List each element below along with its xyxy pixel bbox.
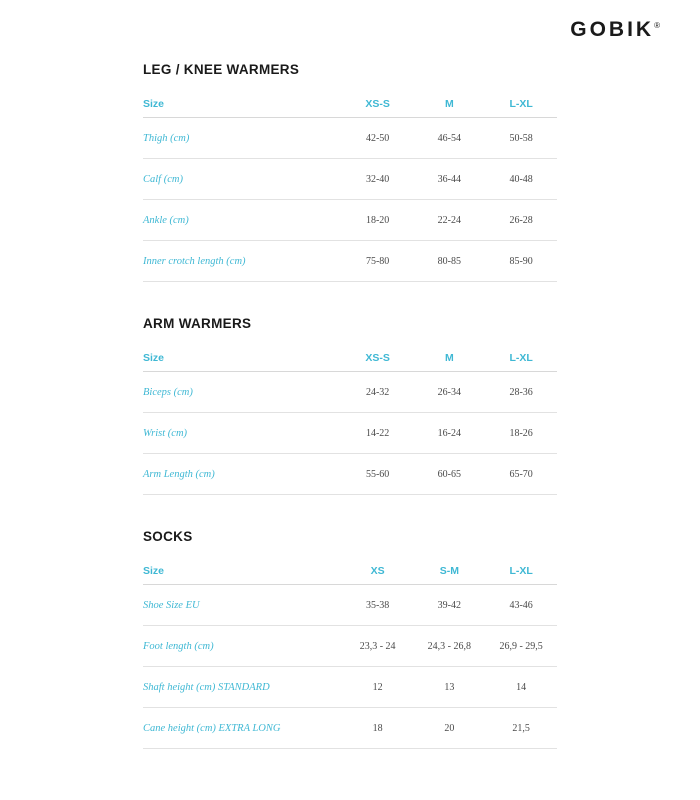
cell-value: 40-48 <box>485 159 557 200</box>
section-leg-knee-warmers <box>143 62 557 282</box>
cell-value: 35-38 <box>342 585 414 626</box>
table-header <box>143 345 557 372</box>
cell-value: 22-24 <box>413 200 485 241</box>
table-header-row <box>143 345 557 372</box>
table-header <box>143 91 557 118</box>
column-header-1: XS-S <box>342 345 414 372</box>
row-label: Ankle (cm) <box>143 200 342 241</box>
table-header-row <box>143 558 557 585</box>
column-header-1: XS <box>342 558 414 585</box>
cell-value: 24,3 - 26,8 <box>413 626 485 667</box>
cell-value: 12 <box>342 667 414 708</box>
cell-value: 21,5 <box>485 708 557 749</box>
cell-value: 13 <box>413 667 485 708</box>
column-header-size: Size <box>143 345 342 372</box>
cell-value: 23,3 - 24 <box>342 626 414 667</box>
table-row <box>143 200 557 241</box>
cell-value: 24-32 <box>342 372 414 413</box>
row-label: Arm Length (cm) <box>143 454 342 495</box>
table-header-row <box>143 91 557 118</box>
section-title: SOCKS <box>143 529 193 544</box>
column-header-3: L-XL <box>485 558 557 585</box>
section-socks <box>143 529 557 749</box>
section-title: LEG / KNEE WARMERS <box>143 62 300 77</box>
cell-value: 36-44 <box>413 159 485 200</box>
cell-value: 26-34 <box>413 372 485 413</box>
cell-value: 26,9 - 29,5 <box>485 626 557 667</box>
cell-value: 80-85 <box>413 241 485 282</box>
column-header-3: L-XL <box>485 91 557 118</box>
cell-value: 20 <box>413 708 485 749</box>
cell-value: 39-42 <box>413 585 485 626</box>
table-body <box>143 585 557 749</box>
row-label: Biceps (cm) <box>143 372 342 413</box>
table-row <box>143 667 557 708</box>
table-row <box>143 454 557 495</box>
trademark-symbol: ® <box>654 21 660 30</box>
cell-value: 85-90 <box>485 241 557 282</box>
cell-value: 55-60 <box>342 454 414 495</box>
cell-value: 14 <box>485 667 557 708</box>
table-row <box>143 118 557 159</box>
cell-value: 43-46 <box>485 585 557 626</box>
column-header-size: Size <box>143 558 342 585</box>
row-label: Inner crotch length (cm) <box>143 241 342 282</box>
cell-value: 65-70 <box>485 454 557 495</box>
column-header-size: Size <box>143 91 342 118</box>
table-row <box>143 708 557 749</box>
cell-value: 26-28 <box>485 200 557 241</box>
size-table <box>143 345 557 495</box>
table-header <box>143 558 557 585</box>
cell-value: 14-22 <box>342 413 414 454</box>
size-table <box>143 558 557 749</box>
section-arm-warmers <box>143 316 557 495</box>
table-row <box>143 626 557 667</box>
cell-value: 18-20 <box>342 200 414 241</box>
column-header-2: M <box>413 91 485 118</box>
table-row <box>143 372 557 413</box>
row-label: Shaft height (cm) STANDARD <box>143 667 342 708</box>
table-body <box>143 372 557 495</box>
brand-logo <box>570 18 660 42</box>
row-label: Foot length (cm) <box>143 626 342 667</box>
cell-value: 42-50 <box>342 118 414 159</box>
column-header-2: M <box>413 345 485 372</box>
row-label: Thigh (cm) <box>143 118 342 159</box>
size-table <box>143 91 557 282</box>
table-row <box>143 241 557 282</box>
table-body <box>143 118 557 282</box>
cell-value: 28-36 <box>485 372 557 413</box>
row-label: Calf (cm) <box>143 159 342 200</box>
section-title: ARM WARMERS <box>143 316 252 331</box>
cell-value: 46-54 <box>413 118 485 159</box>
size-tables-container <box>143 62 557 783</box>
row-label: Wrist (cm) <box>143 413 342 454</box>
table-row <box>143 159 557 200</box>
column-header-3: L-XL <box>485 345 557 372</box>
cell-value: 75-80 <box>342 241 414 282</box>
cell-value: 18-26 <box>485 413 557 454</box>
column-header-2: S-M <box>413 558 485 585</box>
cell-value: 18 <box>342 708 414 749</box>
column-header-1: XS-S <box>342 91 414 118</box>
cell-value: 50-58 <box>485 118 557 159</box>
row-label: Cane height (cm) EXTRA LONG <box>143 708 342 749</box>
row-label: Shoe Size EU <box>143 585 342 626</box>
cell-value: 32-40 <box>342 159 414 200</box>
table-row <box>143 585 557 626</box>
cell-value: 60-65 <box>413 454 485 495</box>
table-row <box>143 413 557 454</box>
cell-value: 16-24 <box>413 413 485 454</box>
brand-name: GOBIK <box>570 18 655 41</box>
